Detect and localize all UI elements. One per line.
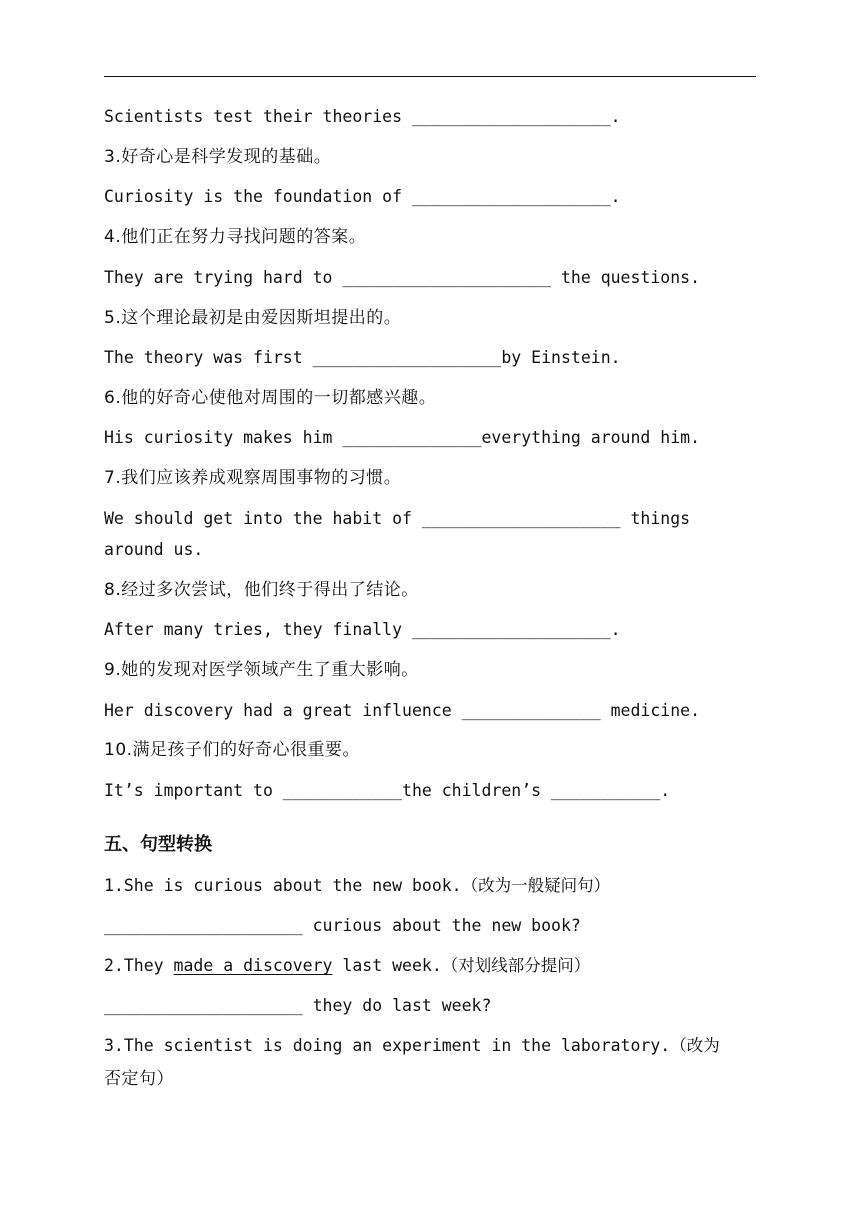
answer-line: After many tries, they finally ____________________. (104, 620, 621, 639)
transform-question (104, 955, 764, 977)
answer-line: Her discovery had a great influence ______________ medicine. (104, 701, 701, 720)
answer-line: It’s important to ____________the children’s ___________. (104, 781, 671, 800)
question-cn: 10.满足孩子们的好奇心很重要。 (104, 740, 361, 760)
answer-line: The theory was first ___________________by Einstein. (104, 348, 621, 367)
question-cn: 7.我们应该养成观察周围事物的习惯。 (104, 468, 402, 488)
answer-line: They are trying hard to _____________________ the questions. (104, 268, 701, 287)
header-rule (104, 76, 756, 77)
question-cn: 3.好奇心是科学发现的基础。 (104, 147, 332, 167)
question-cn: 4.他们正在努力寻找问题的答案。 (104, 227, 367, 247)
answer-line-continued: around us. (104, 540, 204, 559)
question-cn: 9.她的发现对医学领域产生了重大影响。 (104, 660, 419, 680)
section-heading: 五、句型转换 (104, 834, 212, 855)
transform-question: 3.The scientist is doing an experiment in the laboratory.（改为 (104, 1036, 720, 1055)
question-cn: 8.经过多次尝试，他们终于得出了结论。 (104, 580, 419, 600)
answer-line: We should get into the habit of ____________________ things (104, 509, 691, 528)
answer-line: Curiosity is the foundation of ____________________. (104, 187, 621, 206)
answer-line: Scientists test their theories ____________________. (104, 107, 621, 126)
question-prefix: 2.They (104, 956, 174, 975)
answer-line: ____________________ curious about the new book? (104, 916, 581, 935)
underlined-phrase: made a discovery (173, 956, 333, 975)
transform-question: 1.She is curious about the new book.（改为一般疑问句） (104, 876, 611, 895)
question-suffix: last week.（对划线部分提问） (332, 956, 591, 975)
answer-line: ____________________ they do last week? (104, 996, 492, 1015)
answer-line: His curiosity makes him ______________everything around him. (104, 428, 701, 447)
question-cn: 6.他的好奇心使他对周围的一切都感兴趣。 (104, 388, 437, 408)
transform-question-continued: 否定句） (104, 1069, 174, 1089)
question-cn: 5.这个理论最初是由爱因斯坦提出的。 (104, 308, 402, 328)
